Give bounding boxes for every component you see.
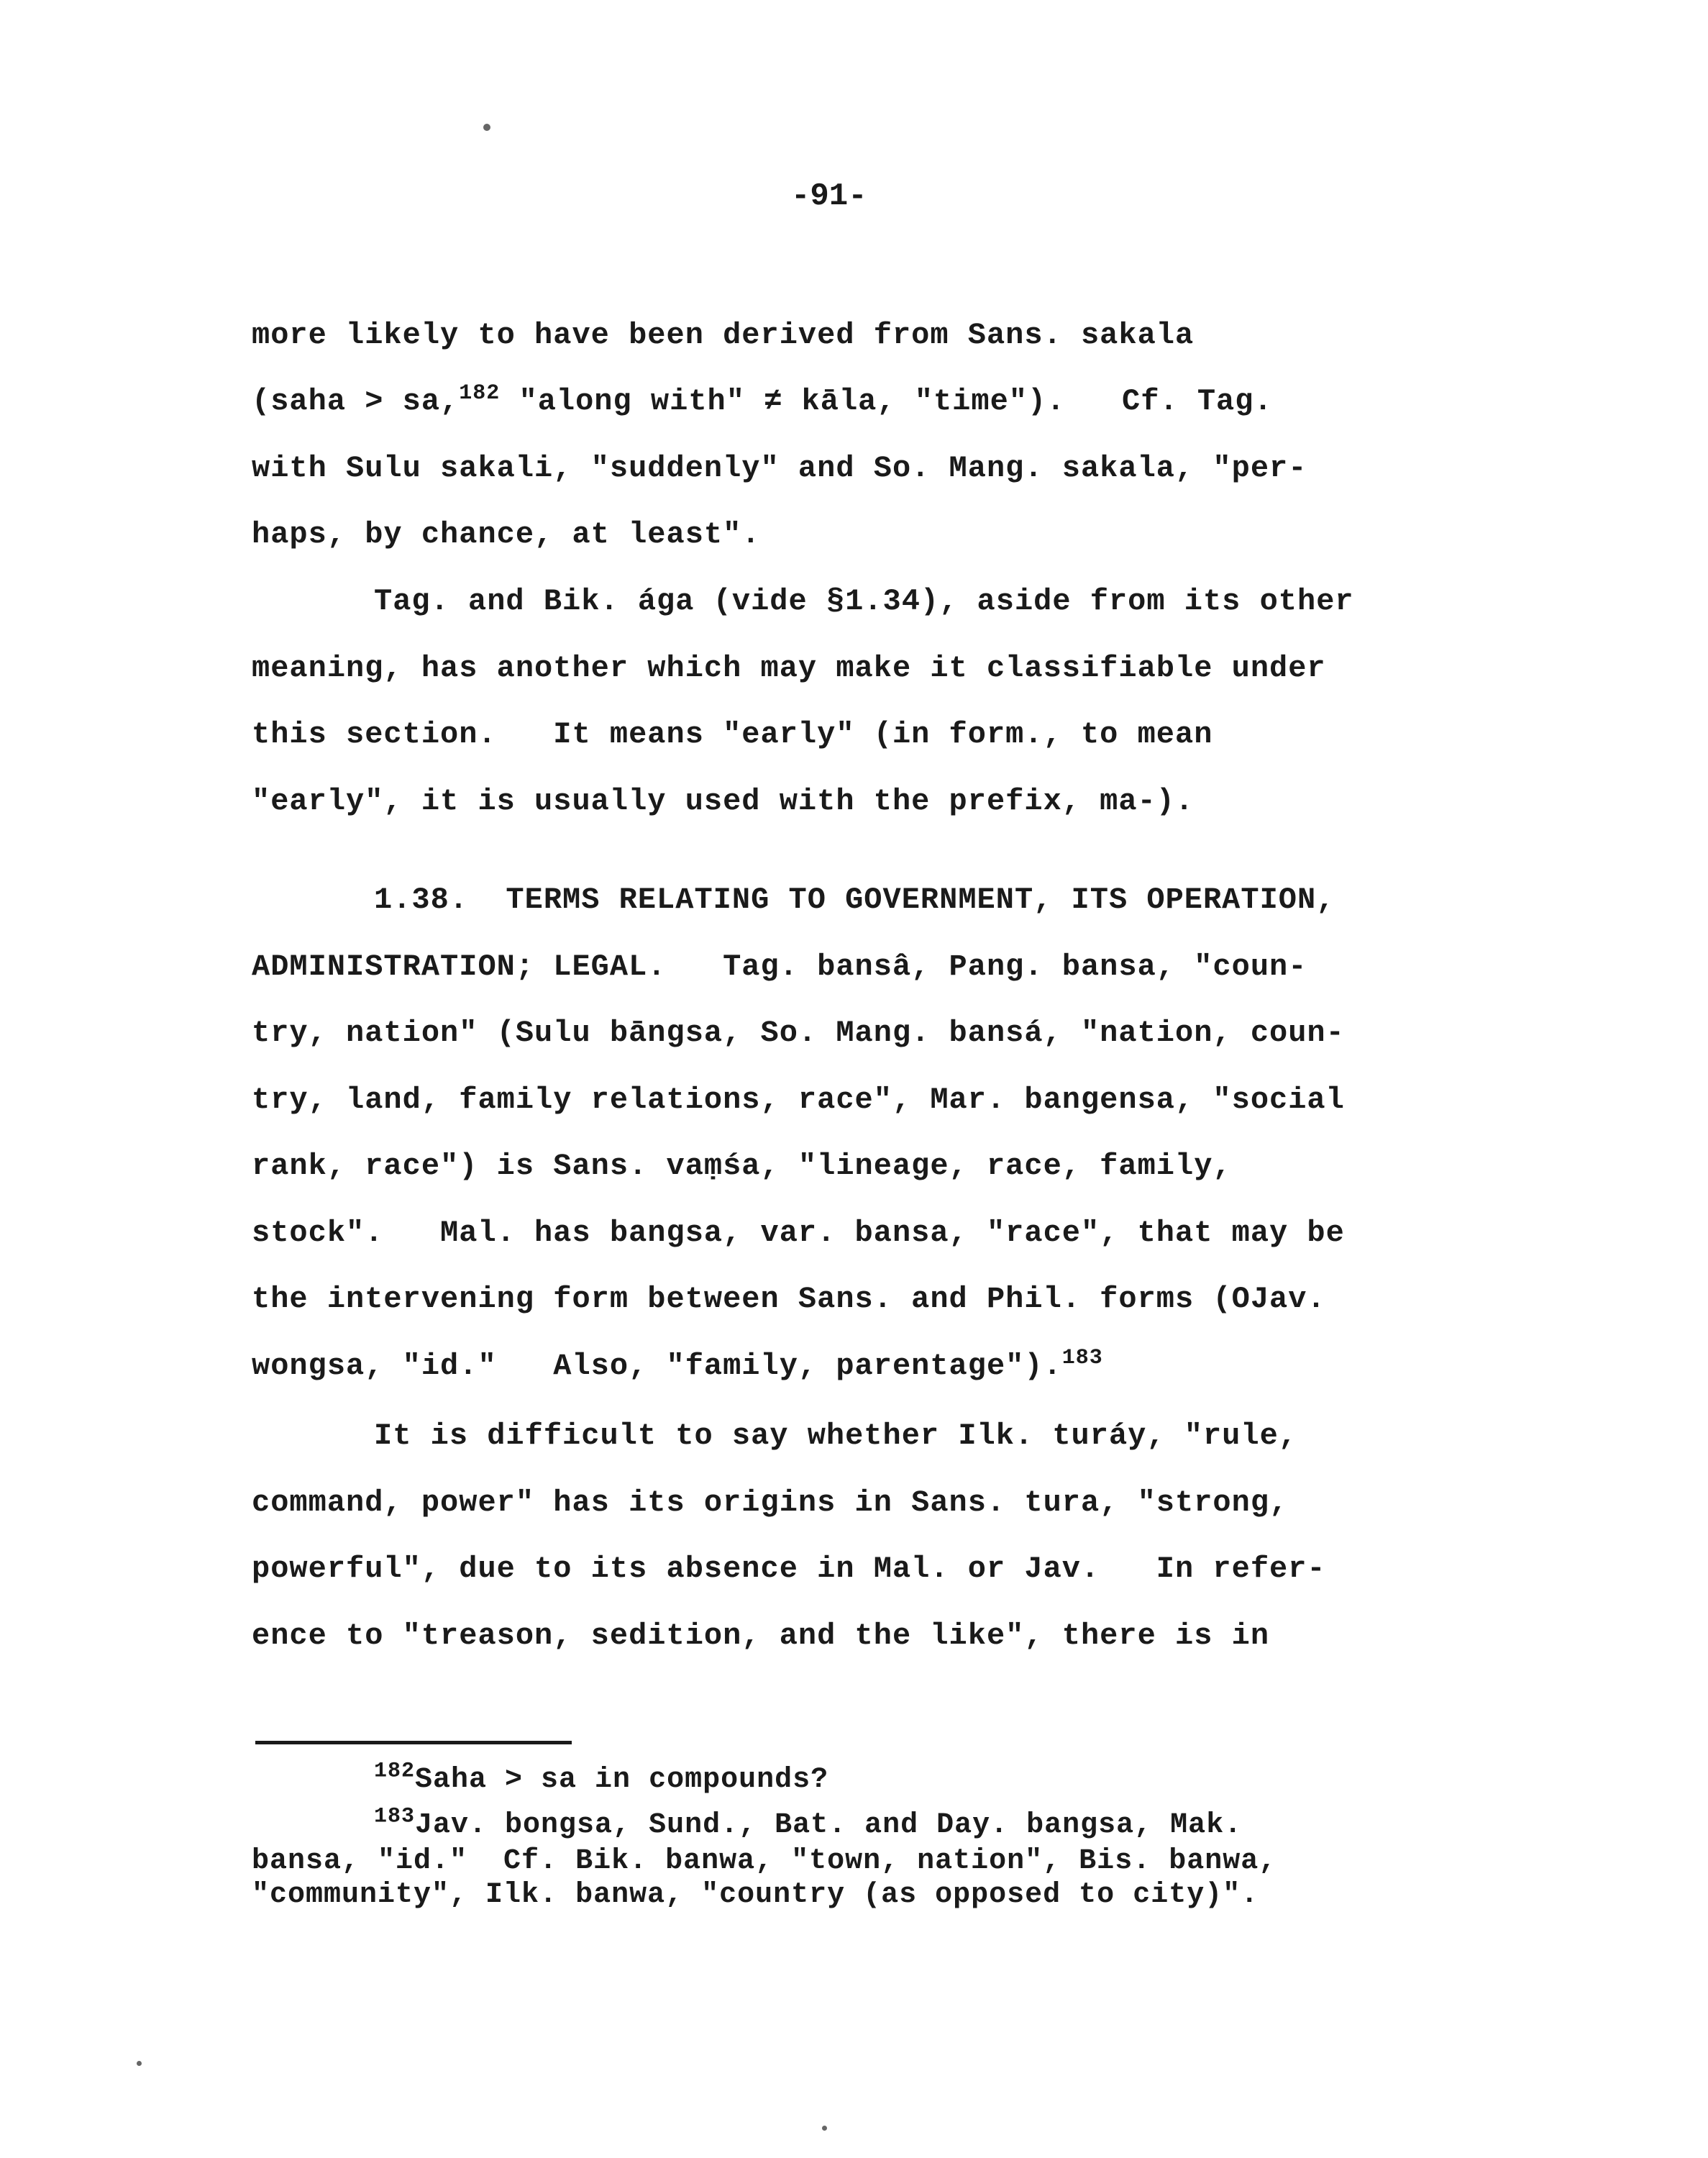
text-line-19: powerful", due to its absence in Mal. or Jav. In refer- bbox=[252, 1552, 1326, 1586]
text-line-16: wongsa, "id." Also, "family, parentage").$^{183}$ bbox=[252, 1346, 1103, 1383]
text-line-4: haps, by chance, at least". bbox=[252, 517, 761, 552]
text-line-17: It is difficult to say whether Ilk. turáy, "rule, bbox=[374, 1419, 1298, 1453]
text-line-15: the intervening form between Sans. and Phil. forms (OJav. bbox=[252, 1282, 1326, 1316]
scan-speck bbox=[822, 2126, 827, 2131]
text-line-14: stock". Mal. has bangsa, var. bansa, "race", that may be bbox=[252, 1216, 1345, 1250]
page-number: -91- bbox=[791, 178, 867, 214]
text-line-5: Tag. and Bik. ága (vide §1.34), aside from its other bbox=[374, 584, 1354, 619]
text-line-7: this section. It means "early" (in form., to mean bbox=[252, 717, 1213, 752]
footnote-183-line-2: bansa, "id." Cf. Bik. banwa, "town, nation", Bis. banwa, bbox=[252, 1845, 1277, 1877]
text-line-20: ence to "treason, sedition, and the like", there is in bbox=[252, 1618, 1270, 1653]
scan-speck bbox=[483, 124, 490, 131]
text-line-13: rank, race") is Sans. vaṃśa, "lineage, race, family, bbox=[252, 1149, 1232, 1183]
footnote-ref-183: 183 bbox=[1061, 1346, 1103, 1370]
footnote-182: $^{182}$Saha > sa in compounds? bbox=[374, 1759, 829, 1796]
text-line-11: try, nation" (Sulu bāngsa, So. Mang. bansá, "nation, coun- bbox=[252, 1016, 1345, 1050]
text-line-18: command, power" has its origins in Sans. tura, "strong, bbox=[252, 1485, 1289, 1520]
text-line-6: meaning, has another which may make it classifiable under bbox=[252, 651, 1326, 686]
text-line-3: with Sulu sakali, "suddenly" and So. Mang. sakala, "per- bbox=[252, 451, 1307, 486]
text-line-10: ADMINISTRATION; LEGAL. Tag. bansâ, Pang. bansa, "coun- bbox=[252, 950, 1307, 984]
footnote-divider bbox=[255, 1741, 572, 1744]
scan-speck bbox=[137, 2061, 142, 2066]
text-line-2: (saha > sa,$^{182}$ "along with" ≠ kāla, "time"). Cf. Tag. bbox=[252, 381, 1273, 419]
footnote-183: $^{183}$Jav. bongsa, Sund., Bat. and Day. bangsa, Mak. bbox=[374, 1804, 1243, 1841]
section-heading-1-38: 1.38. TERMS RELATING TO GOVERNMENT, ITS OPERATION, bbox=[374, 883, 1335, 917]
text-line-1: more likely to have been derived from Sans. sakala bbox=[252, 318, 1195, 352]
footnote-ref-182: 182 bbox=[459, 381, 501, 406]
text-line-12: try, land, family relations, race", Mar. bangensa, "social bbox=[252, 1083, 1345, 1117]
footnote-183-line-3: "community", Ilk. banwa, "country (as opposed to city)". bbox=[252, 1879, 1259, 1911]
text-line-8: "early", it is usually used with the prefix, ma-). bbox=[252, 784, 1195, 819]
